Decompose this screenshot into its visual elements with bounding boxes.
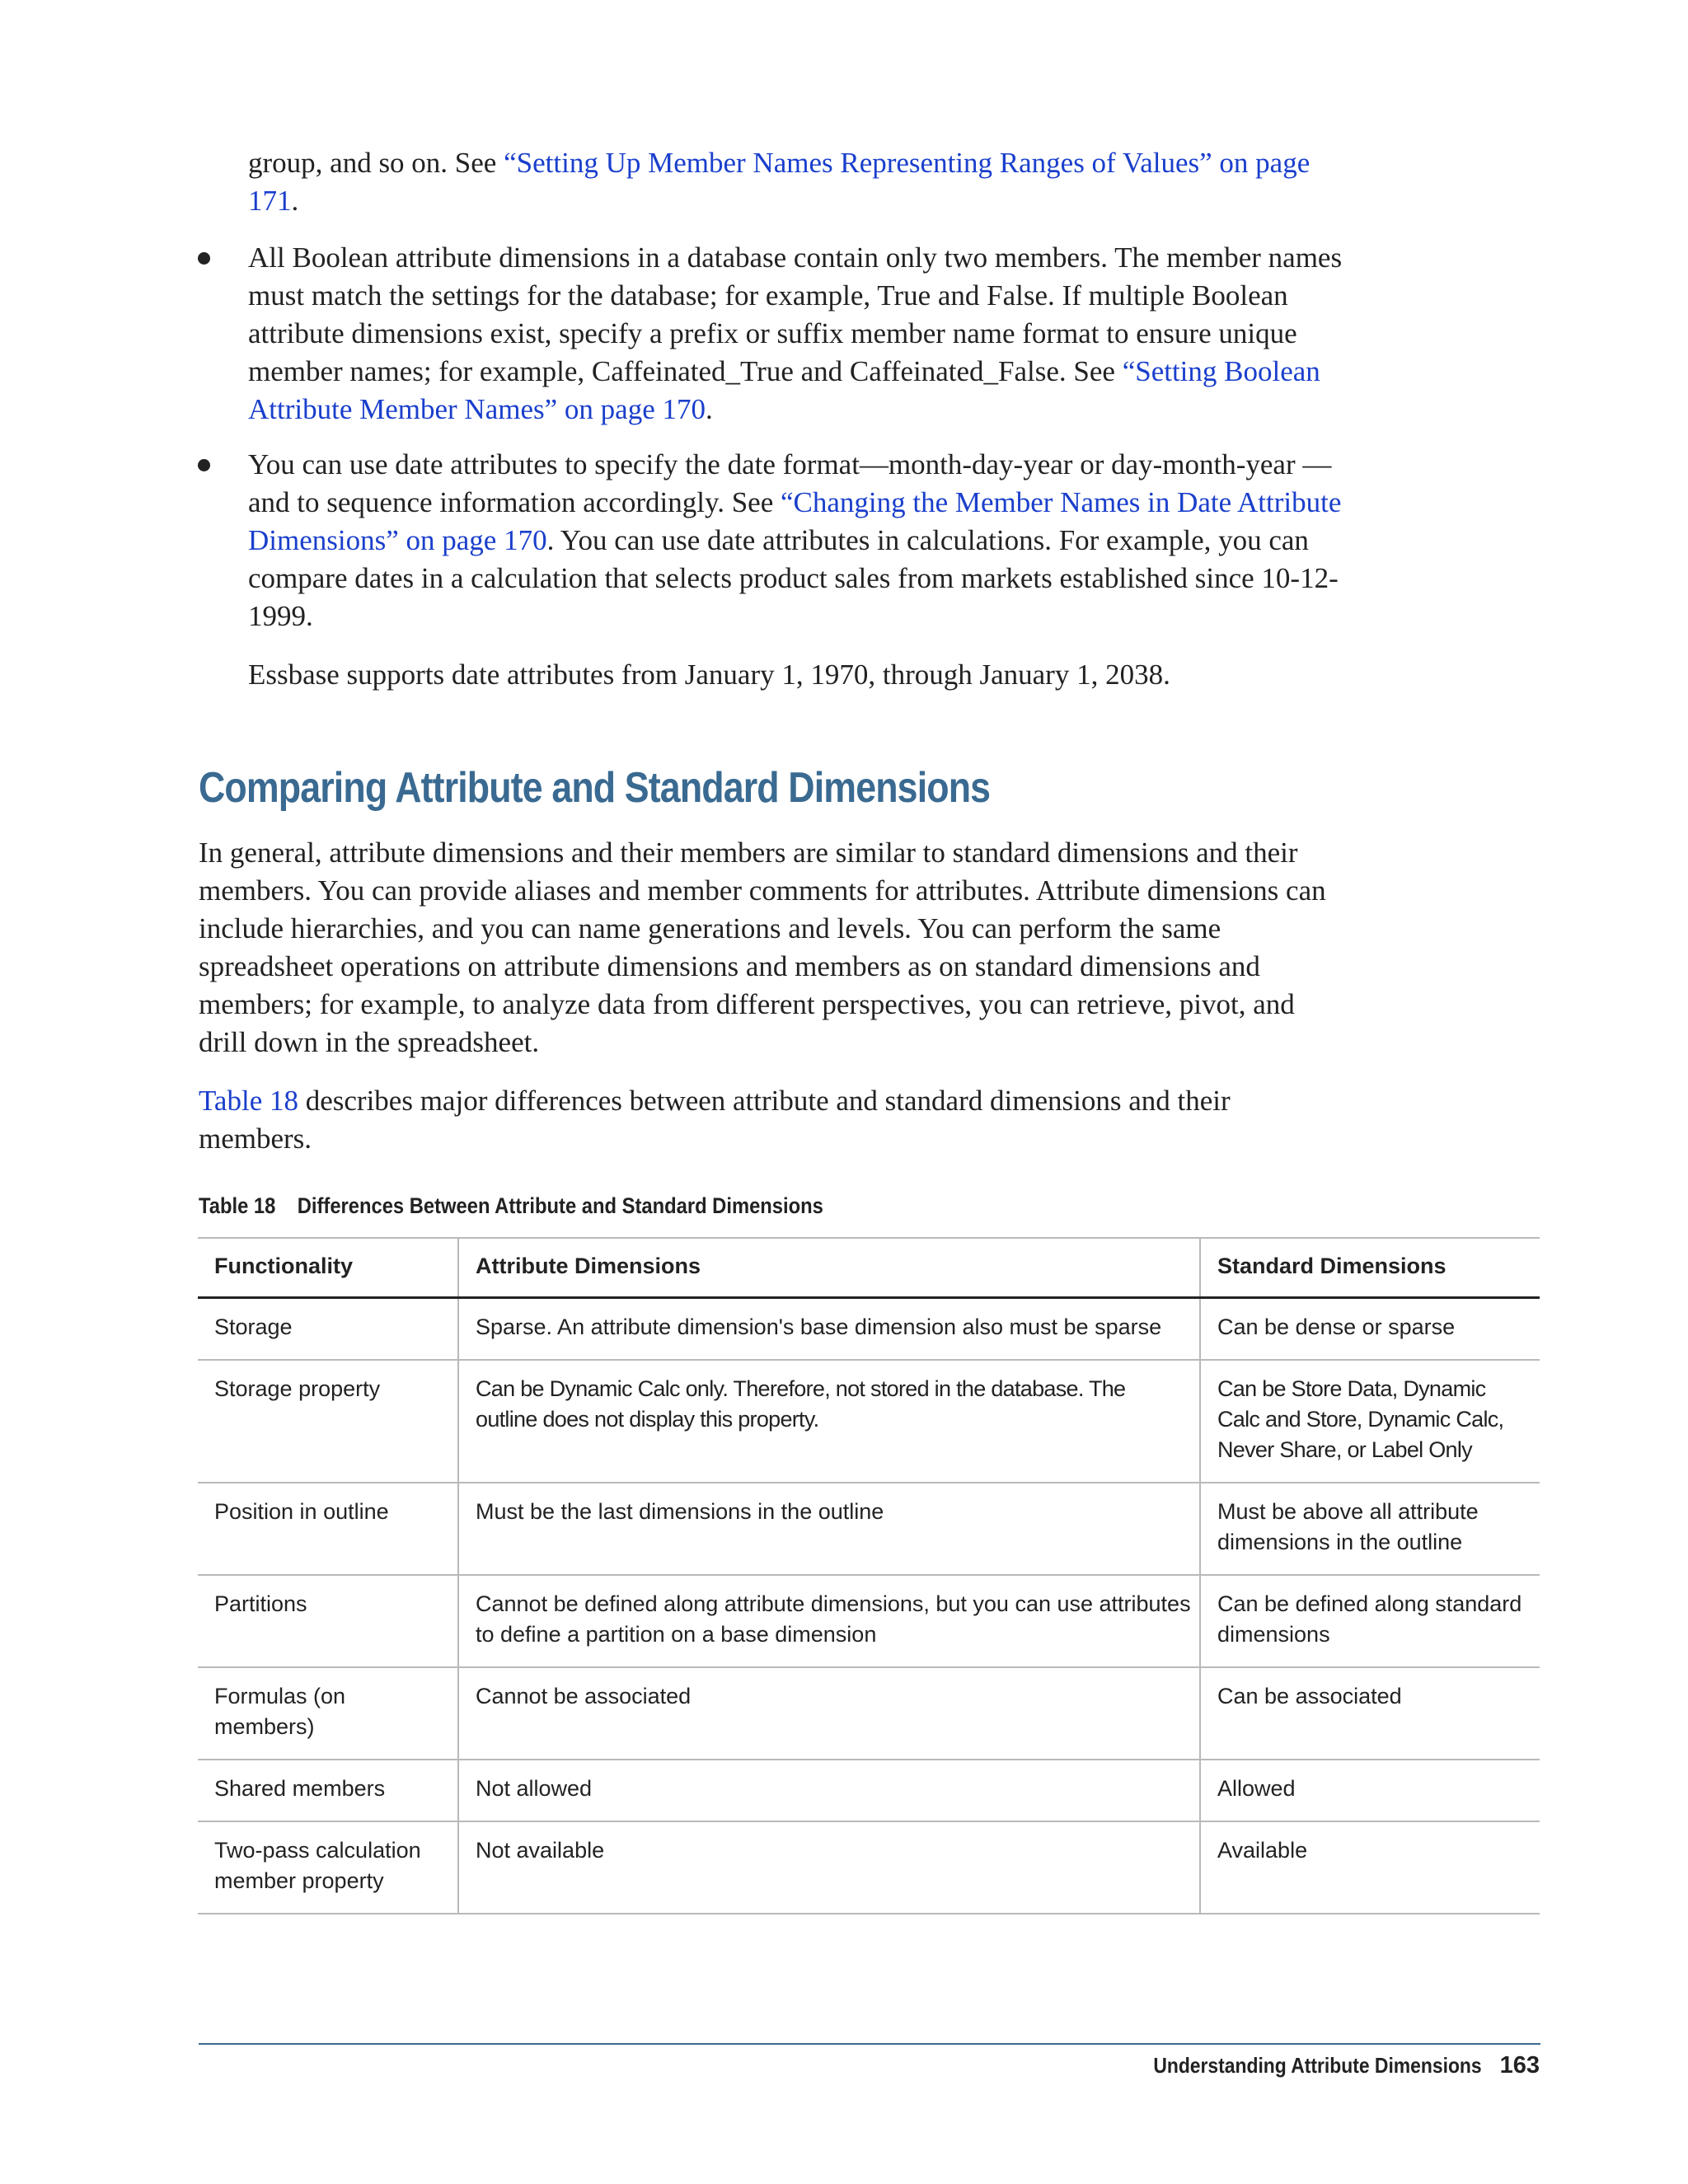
cell-attribute: Cannot be associated: [458, 1667, 1200, 1760]
continuation-text: group, and so on. See: [248, 147, 504, 179]
cell-functionality: Formulas (on members): [198, 1667, 458, 1760]
cell-functionality: Partitions: [198, 1575, 458, 1667]
cell-attribute: Can be Dynamic Calc only. Therefore, not stored in the database. The outline does not display this property.: [458, 1360, 1200, 1483]
table-row: [198, 1667, 1540, 1760]
table-row: [198, 1760, 1540, 1821]
cell-standard: Allowed: [1200, 1760, 1540, 1821]
cell-standard: Can be defined along standard dimensions: [1200, 1575, 1540, 1667]
cell-attribute: Must be the last dimensions in the outline: [458, 1483, 1200, 1575]
cell-attribute: Cannot be defined along attribute dimensions, but you can use attributes to define a partition on a base dimension: [458, 1575, 1200, 1667]
continuation-paragraph: group, and so on. See “Setting Up Member Names Representing Ranges of Values” on page 171.: [248, 147, 1311, 217]
cell-attribute: Not allowed: [458, 1760, 1200, 1821]
cell-standard: Must be above all attribute dimensions in the outline: [1200, 1483, 1540, 1575]
bullet-dot: [198, 252, 210, 265]
link-date-member-names[interactable]: “Changing the Member Names in Date Attribute Dimensions” on page 170: [248, 486, 1342, 556]
table-row: [198, 1821, 1540, 1914]
table-caption-title: Differences Between Attribute and Standard Dimensions: [297, 1193, 823, 1218]
table-caption: [199, 1192, 823, 1220]
cell-standard: Can be Store Data, Dynamic Calc and Store, Dynamic Calc, Never Share, or Label Only: [1200, 1360, 1540, 1483]
table-row: [198, 1298, 1540, 1361]
link-ranges-of-values[interactable]: “Setting Up Member Names Representing Ranges of Values” on page 171: [248, 147, 1311, 217]
table-header-row: [198, 1238, 1540, 1298]
page-footer: [1109, 2051, 1540, 2079]
bullet-dot: [198, 459, 210, 471]
table-row: [198, 1483, 1540, 1575]
cell-functionality: Storage: [198, 1298, 458, 1361]
intro-paragraph: In general, attribute dimensions and their members are similar to standard dimensions and their members. You can provide aliases and member comments for attributes. Attribute dimensions can include hierarchies, and you can name generations and levels. You can perform the same spreadsheet operations on attribute dimensions and members as on standard dimensions and members; for example, to analyze data from different perspectives, you can retrieve, pivot, and drill down in the spreadsheet.: [199, 837, 1326, 1058]
cell-attribute: Sparse. An attribute dimension's base dimension also must be sparse: [458, 1298, 1200, 1361]
footer-chapter-title: Understanding Attribute Dimensions: [1153, 2053, 1482, 2078]
table-reference-paragraph: Table 18 describes major differences between attribute and standard dimensions and their members.: [199, 1085, 1231, 1155]
section-heading: Comparing Attribute and Standard Dimensions: [199, 764, 991, 812]
essbase-date-note: Essbase supports date attributes from January 1, 1970, through January 1, 2038.: [248, 658, 1170, 691]
link-boolean-member-names[interactable]: “Setting Boolean Attribute Member Names” on page 170: [248, 355, 1320, 425]
differences-table: [198, 1237, 1540, 1915]
table-row: [198, 1575, 1540, 1667]
footer-rule: [199, 2043, 1540, 2045]
page-number: 163: [1499, 2052, 1540, 2079]
cell-functionality: Two-pass calculation member property: [198, 1821, 458, 1914]
cell-functionality: Shared members: [198, 1760, 458, 1821]
header-standard-dimensions: Standard Dimensions: [1200, 1238, 1540, 1298]
cell-standard: Can be associated: [1200, 1667, 1540, 1760]
link-table-18[interactable]: Table 18: [199, 1085, 298, 1117]
cell-standard: Can be dense or sparse: [1200, 1298, 1540, 1361]
cell-standard: Available: [1200, 1821, 1540, 1914]
header-attribute-dimensions: Attribute Dimensions: [458, 1238, 1200, 1298]
cell-attribute: Not available: [458, 1821, 1200, 1914]
header-functionality: Functionality: [198, 1238, 458, 1298]
cell-functionality: Position in outline: [198, 1483, 458, 1575]
table-row: [198, 1360, 1540, 1483]
table-caption-label: Table 18: [199, 1193, 276, 1218]
cell-functionality: Storage property: [198, 1360, 458, 1483]
